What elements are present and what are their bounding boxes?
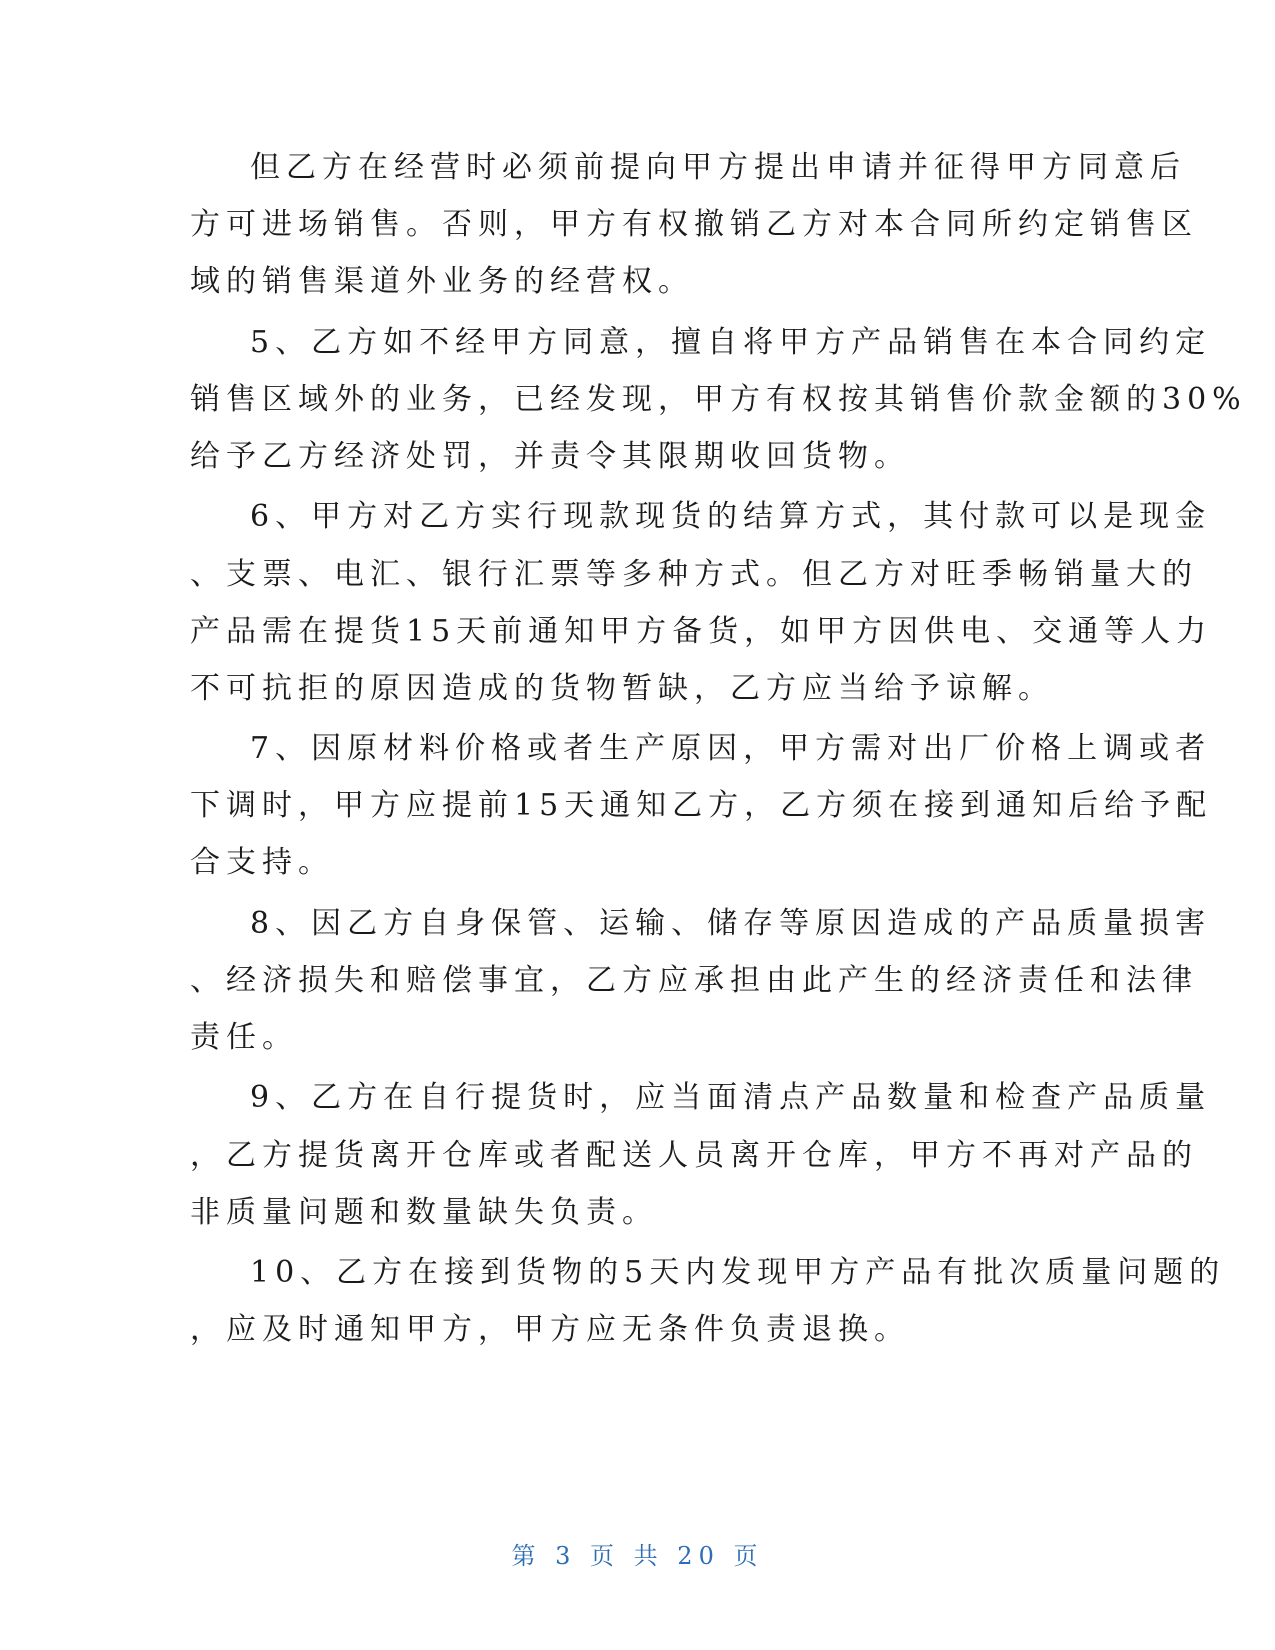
paragraph-3-line-1: 6、甲方对乙方实行现款现货的结算方式，其付款可以是现金 <box>250 499 1212 534</box>
paragraph-7-line-1: 10、乙方在接到货物的5天内发现甲方产品有批次质量问题的 <box>250 1255 1226 1290</box>
paragraph-4-line-3: 合支持。 <box>190 845 334 880</box>
paragraph-3-line-3: 产品需在提货15天前通知甲方备货，如甲方因供电、交通等人力 <box>190 614 1213 649</box>
paragraph-6-line-1: 9、乙方在自行提货时，应当面清点产品数量和检查产品质量 <box>250 1080 1212 1115</box>
paragraph-1-line-3: 域的销售渠道外业务的经营权。 <box>190 264 694 299</box>
paragraph-5-line-3: 责任。 <box>190 1020 298 1055</box>
paragraph-5-line-1: 8、因乙方自身保管、运输、储存等原因造成的产品质量损害 <box>250 906 1212 941</box>
paragraph-7-line-2: ，应及时通知甲方，甲方应无条件负责退换。 <box>190 1312 910 1347</box>
paragraph-2-line-2: 销售区域外的业务，已经发现，甲方有权按其销售价款金额的30% <box>190 382 1247 417</box>
paragraph-3-line-2: 、支票、电汇、银行汇票等多种方式。但乙方对旺季畅销量大的 <box>190 557 1198 592</box>
paragraph-4-line-2: 下调时，甲方应提前15天通知乙方，乙方须在接到通知后给予配 <box>190 788 1213 823</box>
paragraph-4-line-1: 7、因原材料价格或者生产原因，甲方需对出厂价格上调或者 <box>250 731 1212 766</box>
paragraph-1-line-2: 方可进场销售。否则，甲方有权撤销乙方对本合同所约定销售区 <box>190 207 1198 242</box>
paragraph-1-line-1: 但乙方在经营时必须前提向甲方提出申请并征得甲方同意后 <box>250 150 1186 185</box>
paragraph-2-line-3: 给予乙方经济处罚，并责令其限期收回货物。 <box>190 439 910 474</box>
paragraph-3-line-4: 不可抗拒的原因造成的货物暂缺，乙方应当给予谅解。 <box>190 671 1054 706</box>
paragraph-5-line-2: 、经济损失和赔偿事宜，乙方应承担由此产生的经济责任和法律 <box>190 963 1198 998</box>
page-number-footer: 第 3 页 共 20 页 <box>511 1542 764 1570</box>
paragraph-2-line-1: 5、乙方如不经甲方同意，擅自将甲方产品销售在本合同约定 <box>250 325 1212 360</box>
paragraph-6-line-2: ，乙方提货离开仓库或者配送人员离开仓库，甲方不再对产品的 <box>190 1138 1198 1173</box>
paragraph-6-line-3: 非质量问题和数量缺失负责。 <box>190 1195 658 1230</box>
